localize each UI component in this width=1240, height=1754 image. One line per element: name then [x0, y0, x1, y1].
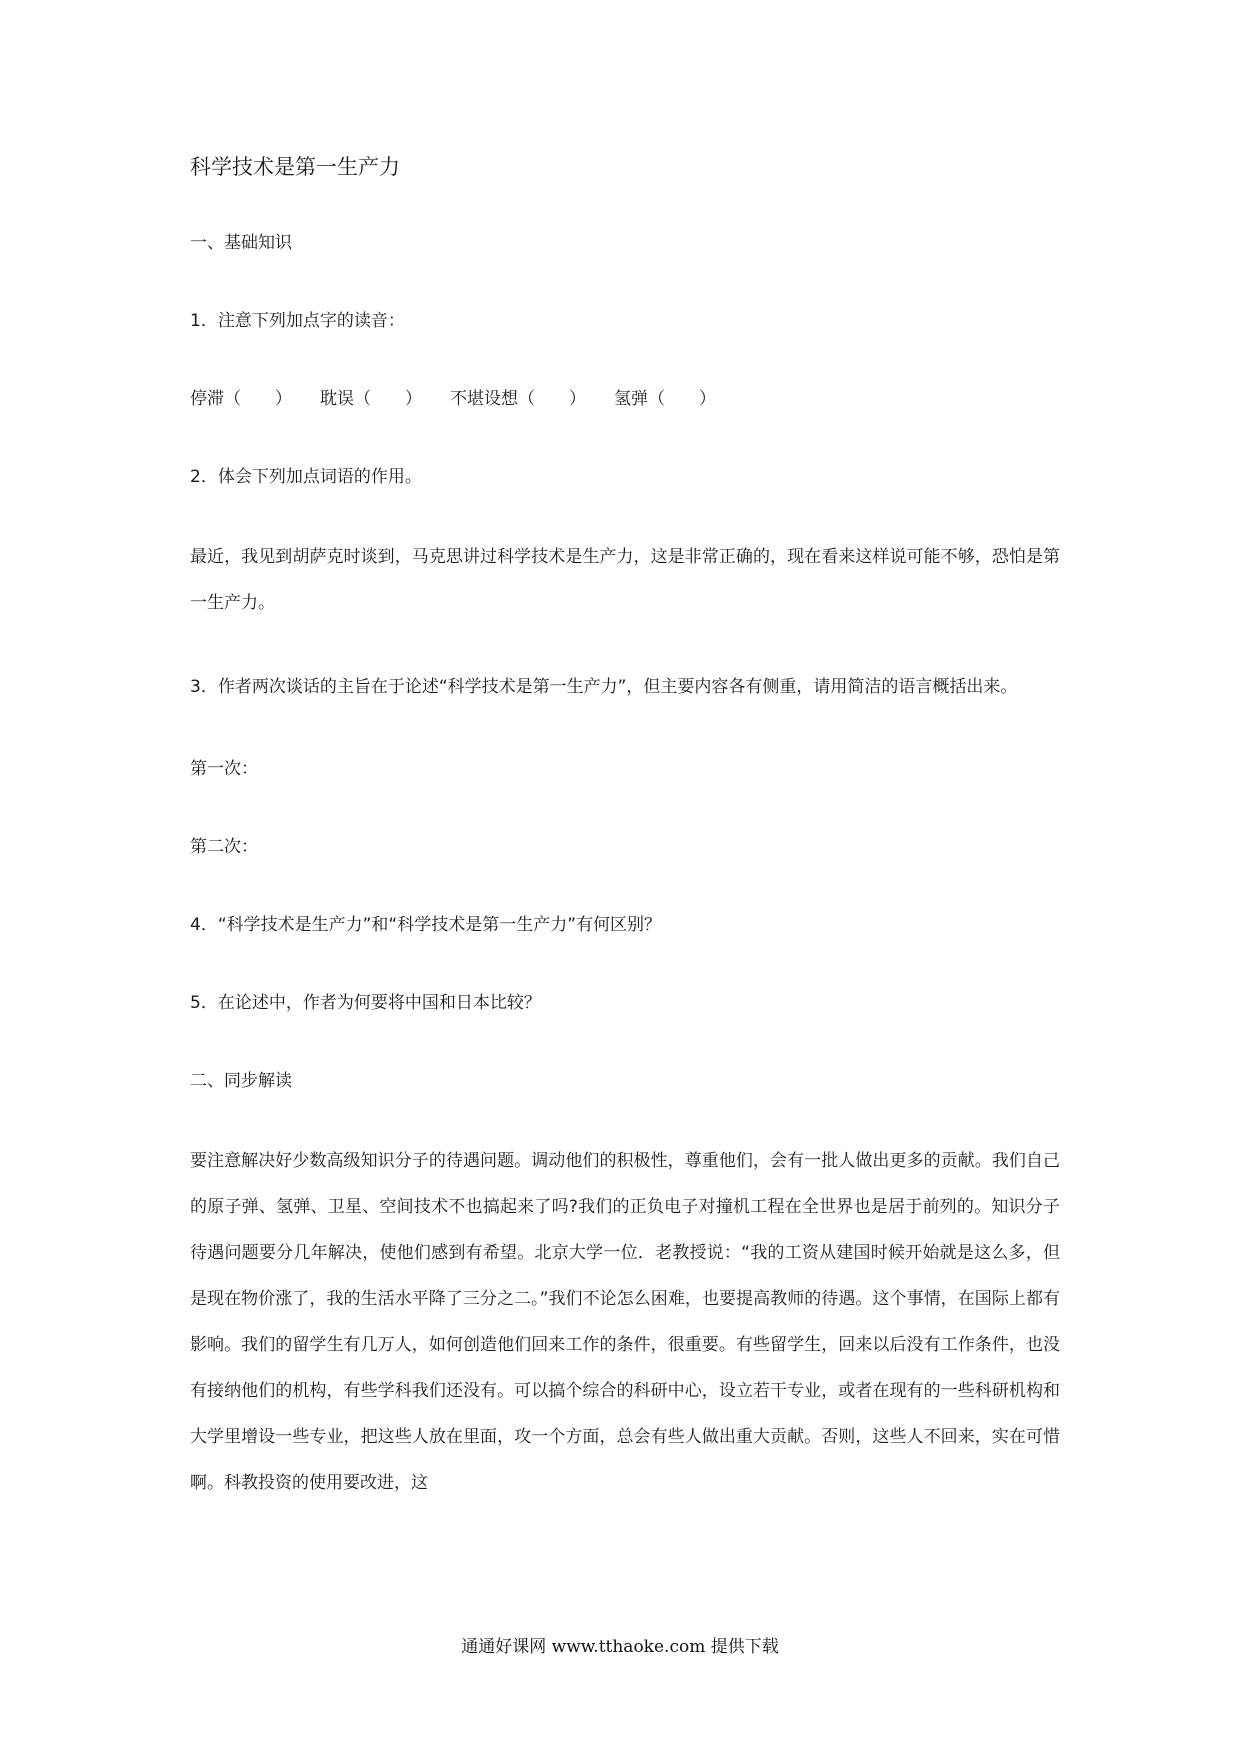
question-2-passage: 最近，我见到胡萨克时谈到，马克思讲过科学技术是生产力，这是非常正确的，现在看来这样说可能不够，恐怕是第一生产力。	[190, 547, 1060, 613]
section-heading-basic-knowledge: 一、基础知识	[190, 233, 292, 253]
pronunciation-item: 停滞（ ）	[190, 389, 292, 409]
section-heading-reading: 二、同步解读	[190, 1071, 292, 1091]
question-2: 2．体会下列加点词语的作用。	[190, 467, 422, 487]
question-1: 1．注意下列加点字的读音：	[190, 311, 405, 331]
question-3-first-answer-label: 第一次：	[190, 759, 258, 779]
document-content	[190, 150, 1060, 1544]
pronunciation-item: 耽误（ ）	[320, 389, 422, 409]
page-footer: 通通好课网 www.tthaoke.com 提供下载	[461, 1637, 779, 1657]
question-3-second-answer-label: 第二次：	[190, 837, 258, 857]
question-5: 5．在论述中，作者为何要将中国和日本比较？	[190, 993, 541, 1013]
question-3: 3．作者两次谈话的主旨在于论述“科学技术是第一生产力”，但主要内容各有侧重，请用简洁的语言概括出来。	[190, 677, 1018, 697]
document-title: 科学技术是第一生产力	[190, 155, 400, 179]
pronunciation-item: 不堪设想（ ）	[450, 389, 586, 409]
question-4: 4．“科学技术是生产力”和“科学技术是第一生产力”有何区别？	[190, 915, 662, 935]
pronunciation-items	[190, 378, 1060, 420]
reading-passage: 要注意解决好少数高级知识分子的待遇问题。调动他们的积极性，尊重他们，会有一批人做出更多的贡献。我们自己的原子弹、氢弹、卫星、空间技术不也搞起来了吗?我们的正负电子对撞机工程在全世界也是居于前列的。知识分子待遇问题要分几年解决，使他们感到有希望。北京大学一位．老教授说：“我的工资从建国时候开始就是这么多，但是现在物价涨了，我的生活水平降了三分之二。”我们不论怎么困难，也要提高教师的待遇。这个事情，在国际上都有影响。我们的留学生有几万人，如何创造他们回来工作的条件，很重要。有些留学生，回来以后没有工作条件，也没有接纳他们的机构，有些学科我们还没有。可以搞个综合的科研中心，设立若干专业，或者在现有的一些科研机构和大学里增设一些专业，把这些人放在里面，攻一个方面，总会有些人做出重大贡献。否则，这些人不回来，实在可惜啊。科教投资的使用要改进，这	[190, 1151, 1060, 1493]
pronunciation-item: 氢弹（ ）	[614, 389, 716, 409]
